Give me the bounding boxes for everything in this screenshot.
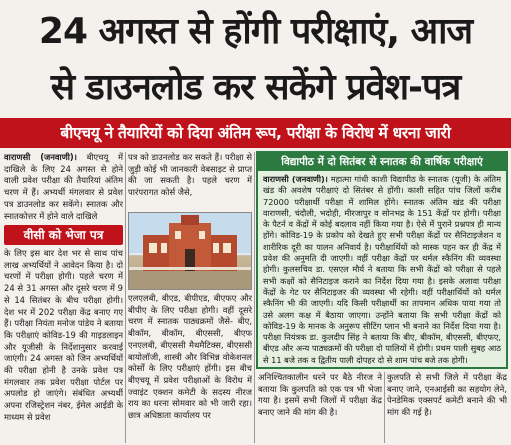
dateline: वाराणसी (जनवाणी)। — [4, 152, 77, 162]
column-4-text: कुलपति से सभी जिले में परीक्षा केंद्र बनाए जाने, एनआईसी का सहयोग लेने, पेनडेमिक एक्सपर्ट कमेटी बनाने की भी मांग की गई है। — [387, 372, 507, 418]
column-divider — [125, 152, 126, 443]
boxed-article — [256, 151, 508, 369]
boxed-article-heading: विद्यापीठ में दो सितंबर से स्नातक की वार्षिक परीक्षाएं — [258, 153, 506, 171]
column-divider — [384, 372, 385, 443]
building-photo — [128, 212, 252, 290]
column-1-text: बीएचयू में दाखिले के लिए 24 अगस्त से होने वाली प्रवेश परीक्षा की तैयारियां अंतिम चरण में हैं। अभ्यर्थी मंगलवार से प्रवेश पत्र डाउनलोड कर सकेंगे। स्नातक और स्नातकोत्तर में होने वाले दाखिले — [4, 152, 123, 221]
article-column-2a — [128, 152, 252, 210]
column-2a-text: पत्र को डाउनलोड कर सकते हैं। परीक्षा से जुड़ी कोई भी जानकारी वेबसाइट से प्राप्त की जा सकती है। पहले चरण में पारंपरागत कोर्स जैसे, — [128, 152, 252, 198]
headline-line-2: से डाउनलोड कर सकेंगे प्रवेश-पत्र — [50, 67, 461, 108]
boxed-article-body — [263, 174, 501, 367]
article-column-4 — [387, 372, 507, 443]
subheadline-bar: बीएचयू ने तैयारियों को दिया अंतिम रूप, परीक्षा के विरोध में धरना जारी — [0, 118, 511, 148]
headline-line-1: 24 अगस्त से होंगी परीक्षाएं, आज — [38, 11, 473, 52]
article-column-3 — [258, 372, 382, 443]
article-column-1 — [4, 152, 123, 224]
headline — [4, 4, 507, 116]
column-1b-text: के लिए इस बार देश भर से साथ पांच लाख अभ्यर्थियों ने आवेदन किया है। दो चरणों में परीक्षा होगी। पहले चरण में 24 से 31 अगस्त और दूसरे चरण में 9 से 14 सितंबर के बीच परीक्षा होगी। देश भर में 202 परीक्षा केंद्र बनाए गए हैं। परीक्षा नियंता मनोज पांडेय ने बताया कि परीक्षाएं कोविड-19 की गाइडलाइन और यूजीसी के निर्देशानुसार करवाई जाएंगी। 24 अगस्त को जिन अभ्यर्थियों की परीक्षा होनी है उनके प्रवेश पत्र मंगलवार तक प्रवेश परीक्षा पोर्टल पर अपलोड हो जाएंगे। संबंधित अभ्यर्थी अपना रजिस्ट्रेशन नंबर, ईमेल आईडी के माध्यम से प्रवेश — [4, 248, 123, 422]
article-column-1b — [4, 248, 123, 443]
article-column-2b — [128, 293, 252, 443]
building-illustration — [129, 213, 251, 289]
boxed-article-text: महात्मा गांधी काशी विद्यापीठ के स्नातक (यूजी) के अंतिम खंड की अवशेष परीक्षाएं दो सितंबर से होंगी। काशी सहित पांच जिलों करीब 72000 परीक्षार्थी परीक्षा में शामिल होंगे। स्नातक अंतिम खंड की परीक्षा वाराणसी, चंदौली, भदोही, मीरजापुर व सोनभद्र के 151 केंद्रों पर होगी। परीक्षा के पैटर्न व केंद्रों में कोई बदलाव नहीं किया गया है। ऐसे में पुराने प्रश्नपत्र ही मान्य होंगे। कोविड-19 के प्रकोप को देखते हुए सभी परीक्षा केंद्रों पर सैनिटाइजेशन व शारीरिक दूरी का पालन अनिवार्य है। परीक्षार्थियों को मास्क पहन कर ही केंद्र में प्रवेश की अनुमति दी जाएगी। वहीं परीक्षा केंद्रों पर थर्मल स्कैनिंग की व्यवस्था होगी। कुलसचिव डा. एसएल मौर्य ने बताया कि सभी केंद्रों को परीक्षा से पहले सभी कक्षों को सैनिटाइज कराने का निर्देश दिया गया है। इसके अलावा परीक्षा केंद्रों के गेट पर सैनिटाइजर की व्यवस्था भी रहेगी। वहीं परीक्षार्थियों को थर्मल स्कैनिंग भी की जाएगी। यदि किसी परीक्षार्थी का तापमान अधिक पाया गया तो उसे अलग कक्ष में बैठाया जाएगा। उन्होंने बताया कि सभी परीक्षा केंद्रों को कोविड-19 के मानक के अनुरूप सीटिंग प्लान भी बनाने का निर्देश दिया गया है। परीक्षा नियंत्रक डा. कुलदीप सिंह ने बताया कि बीए, बीकॉम, बीएससी, बीएफए, बीएड और अन्य पाठ्यक्रमों की परीक्षा दो पालियों में होगी। प्रथम पाली सुबह आठ से 11 बजे तक व द्वितीय पाली दोपहर दो से शाम पांच बजे तक होगी। — [263, 174, 501, 365]
column-divider — [254, 152, 255, 443]
side-subhead: वीसी को भेजा पत्र — [4, 225, 123, 245]
column-3-text: अनिश्चितकालीन धरने पर बैठे नीरज ने बताया कि कुलपति को एक पत्र भी भेजा गया है। इसमें सभी जिलों में परीक्षा केंद्र बनाए जाने की मांग की है। — [258, 372, 382, 418]
column-2b-text: एलएलबी, बीएड, बीपीएड, बीएफए और बीपीए के लिए परीक्षा होगी। वहीं दूसरे चरण में स्नातक पाठ्यक्रमों जैसे- बीए, बीकॉम, बीकॉम, बीएससी, बीएफ एनएलबी, बीएससी मैथमैटिक्स, बीएससी बायोलॉजी, शास्त्री और विभिन्न वोकेशनल कोर्सों के लिए परीक्षाएं होंगी। इस बीच बीएचयू में प्रवेश परीक्षाओं के विरोध में ज्वाइंट एक्शन कमेटी के सदस्य नीरज राय का धरना सोमवार को भी जारी रहा। छात्र अधिष्ठाता कार्यालय पर — [128, 293, 252, 421]
box-dateline: वाराणसी (जनवाणी)। — [263, 174, 328, 184]
